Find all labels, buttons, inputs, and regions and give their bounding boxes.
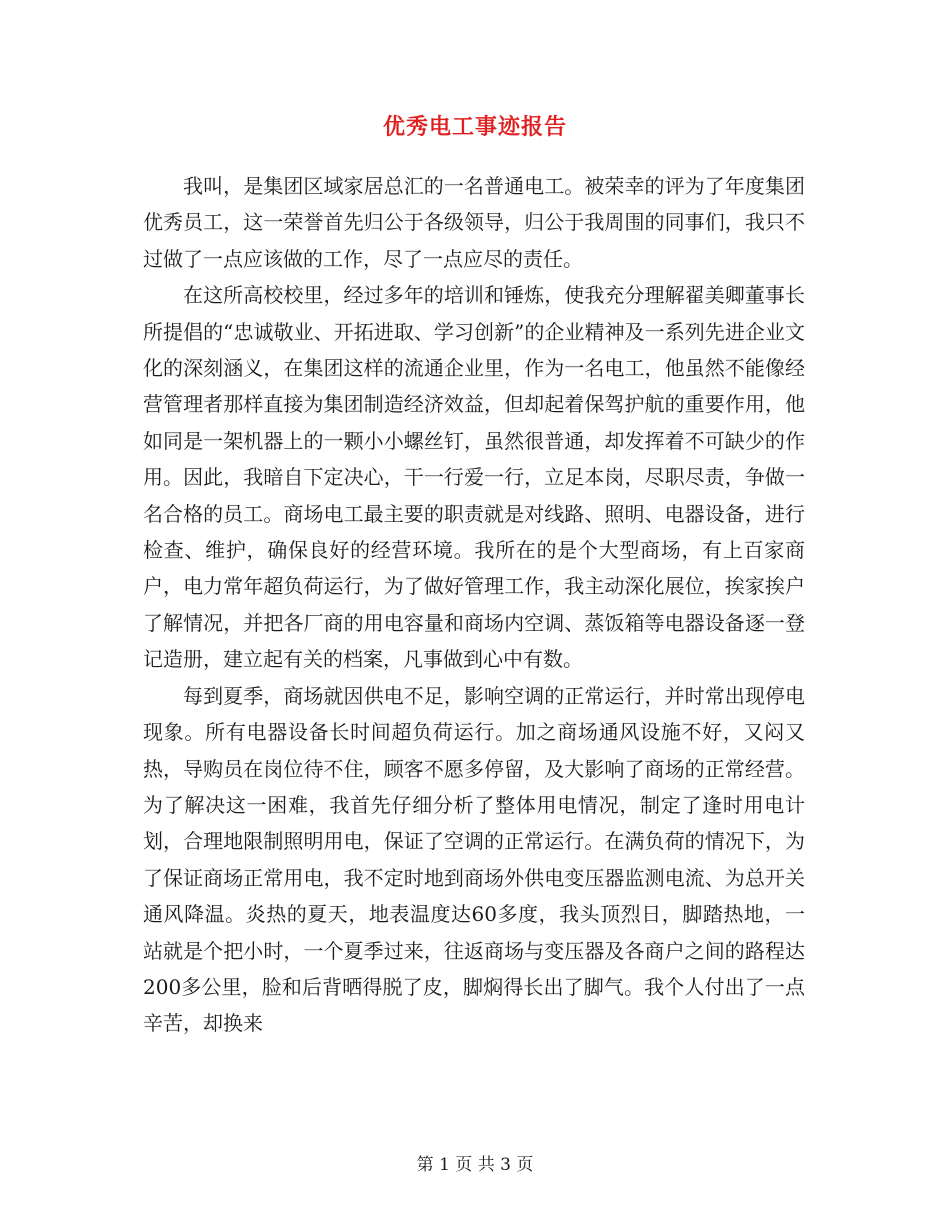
paragraph-1: 我叫，是集团区域家居总汇的一名普通电工。被荣幸的评为了年度集团优秀员工，这一荣誉首先归公于各级领导，归公于我周围的同事们，我只不过做了一点应该做的工作，尽了一点应尽的责任。 [143, 174, 805, 271]
document-body [143, 168, 805, 1042]
document-title: 优秀电工事迹报告 [382, 114, 567, 140]
paragraph-2: 在这所高校校里，经过多年的培训和锤炼，使我充分理解翟美卿董事长所提倡的“忠诚敬业、开拓进取、学习创新”的企业精神及一系列先进企业文化的深刻涵义，在集团这样的流通企业里，作为一名电工，他虽然不能像经营管理者那样直接为集团制造经济效益，但却起着保驾护航的重要作用，他如同是一架机器上的一颗小小螺丝钉，虽然很普通，却发挥着不可缺少的作用。因此，我暗自下定决心，干一行爱一行，立足本岗，尽职尽责，争做一名合格的员工。商场电工最主要的职责就是对线路、照明、电器设备，进行检查、维护，确保良好的经营环境。我所在的是个大型商场，有上百家商户，电力常年超负荷运行，为了做好管理工作，我主动深化展位，挨家挨户了解情况，并把各厂商的用电容量和商场内空调、蒸饭箱等电器设备逐一登记造册，建立起有关的档案，凡事做到心中有数。 [143, 283, 805, 672]
page-footer: 第 1 页 共 3 页 [416, 1155, 534, 1175]
paragraph-3: 每到夏季，商场就因供电不足，影响空调的正常运行，并时常出现停电现象。所有电器设备长时间超负荷运行。加之商场通风设施不好，又闷又热，导购员在岗位待不住，顾客不愿多停留，及大影响了商场的正常经营。为了解决这一困难，我首先仔细分析了整体用电情况，制定了逢时用电计划，合理地限制照明用电，保证了空调的正常运行。在满负荷的情况下，为了保证商场正常用电，我不定时地到商场外供电变压器监测电流、为总开关通风降温。炎热的夏天，地表温度达60多度，我头顶烈日，脚踏热地，一站就是个把小时，一个夏季过来，往返商场与变压器及各商户之间的路程达200多公里，脸和后背晒得脱了皮，脚焖得长出了脚气。我个人付出了一点辛苦，却换来 [143, 683, 805, 1036]
